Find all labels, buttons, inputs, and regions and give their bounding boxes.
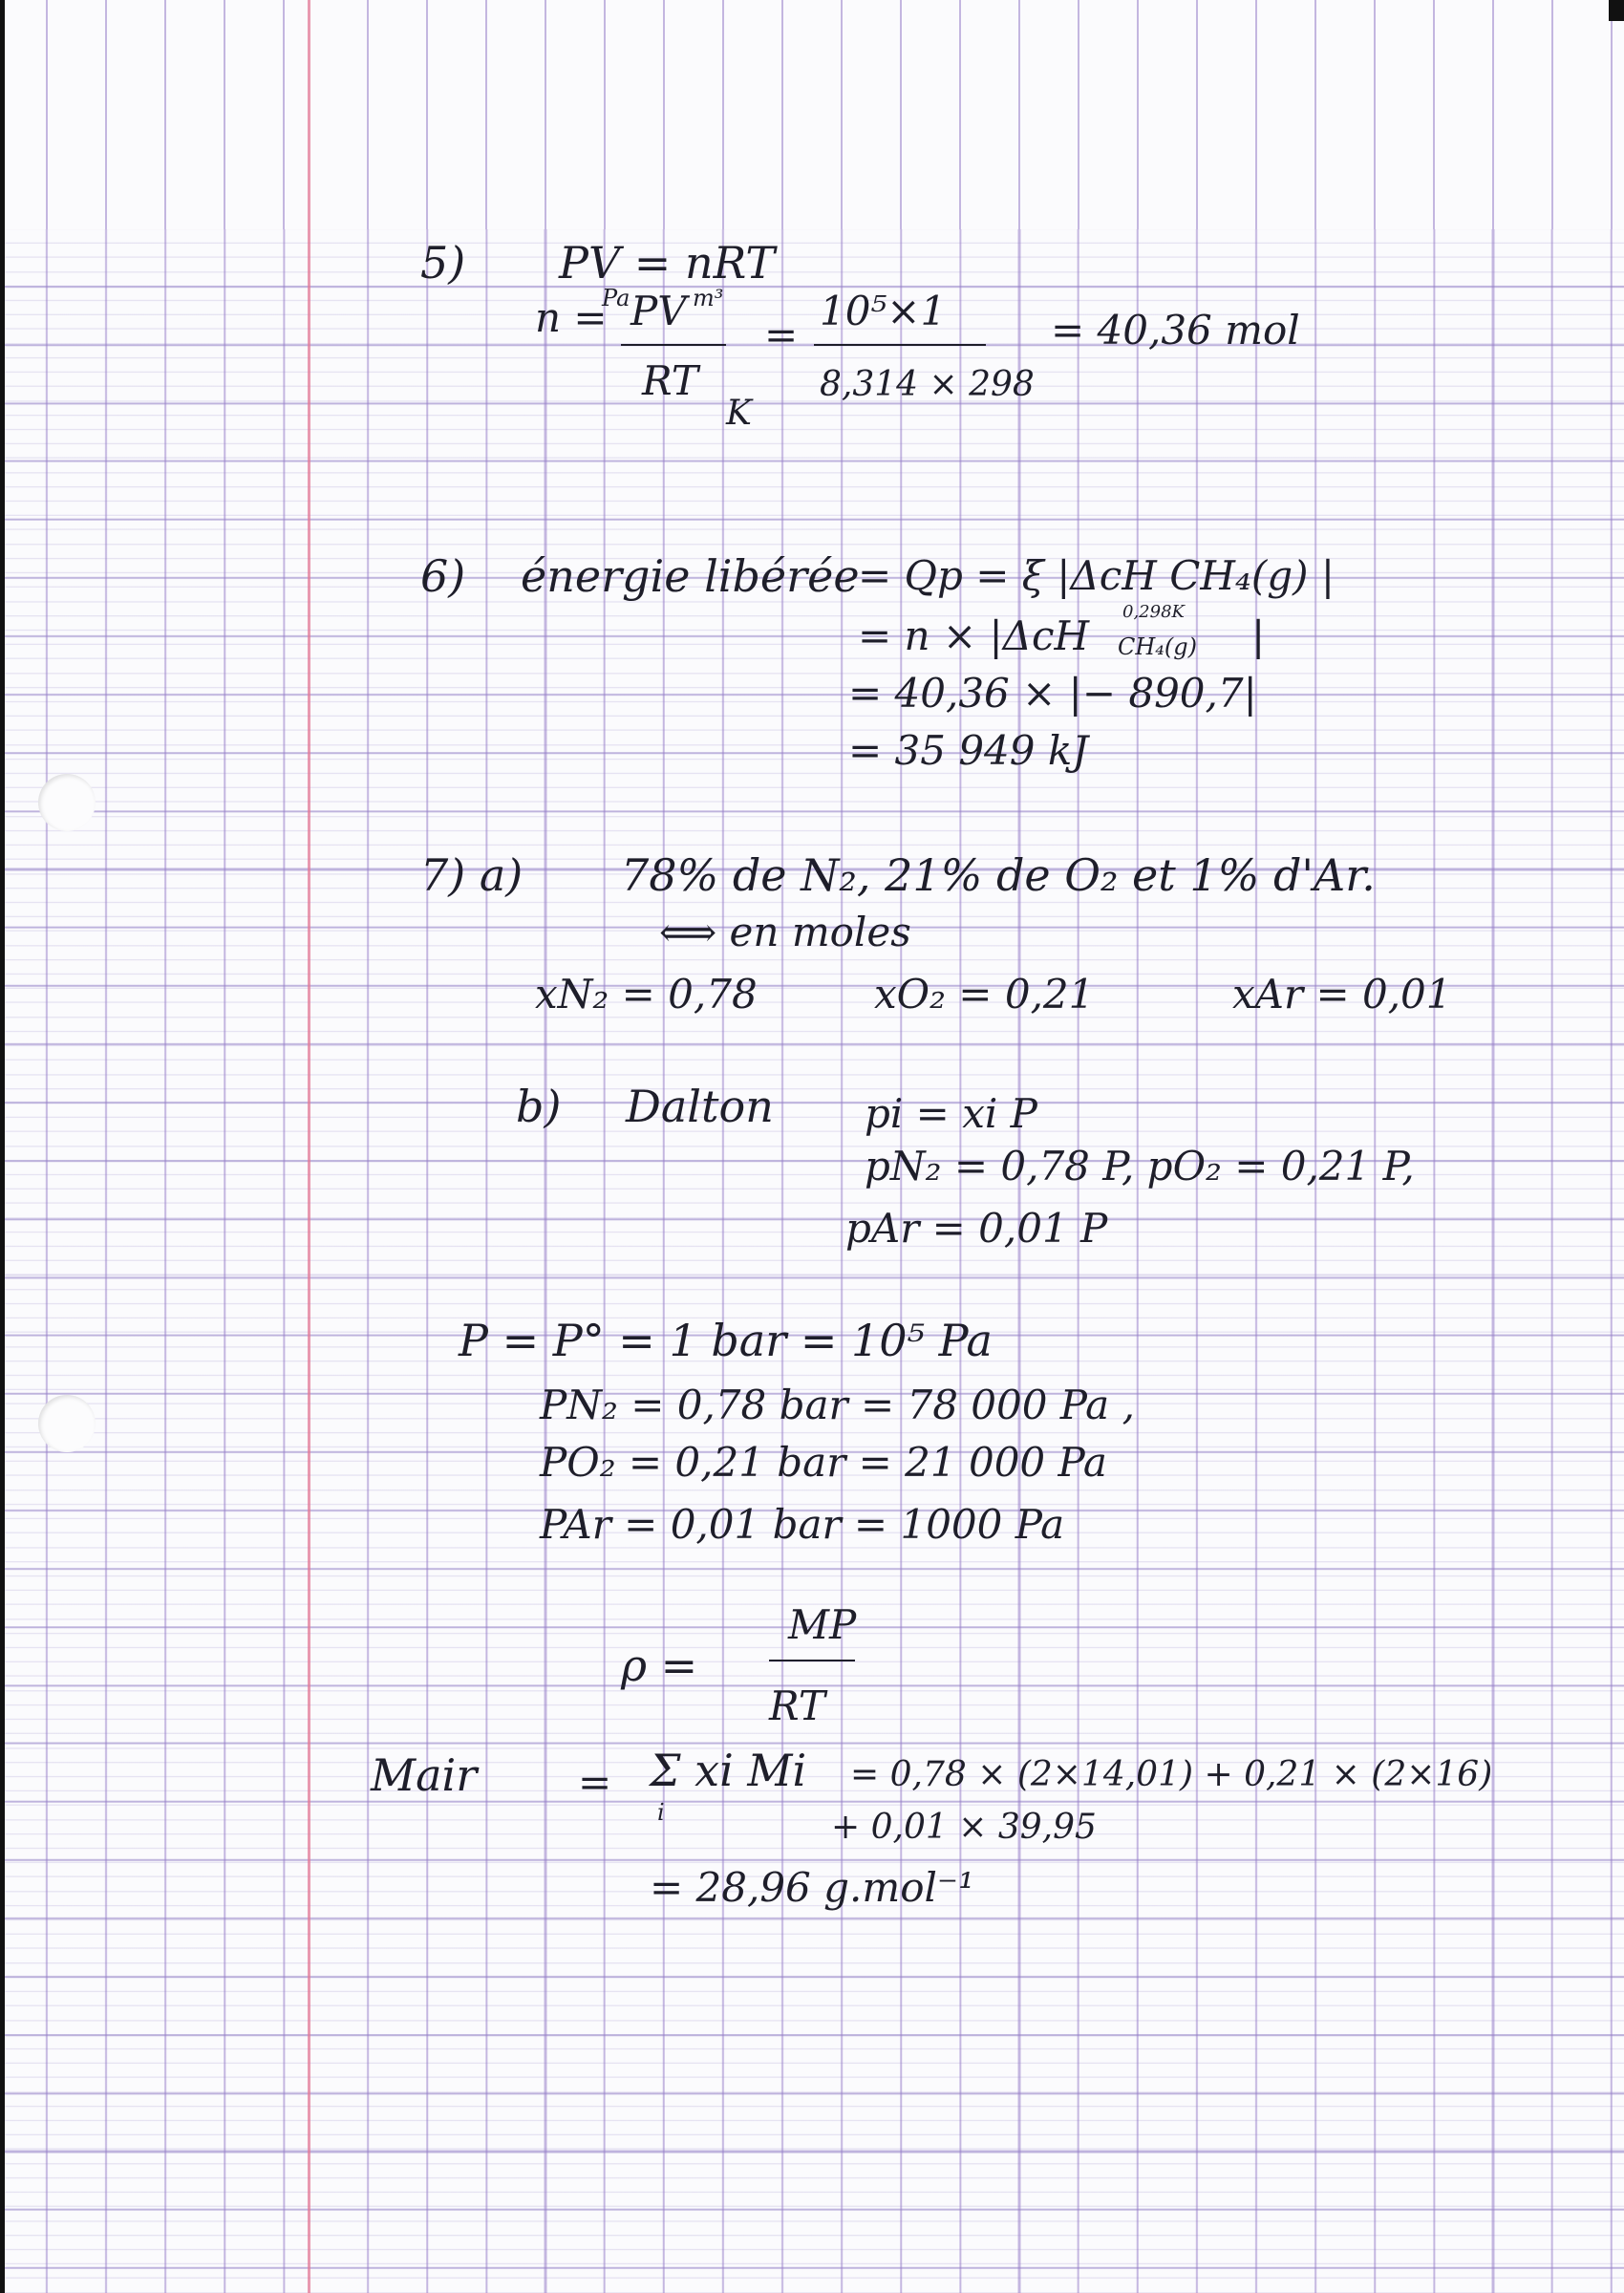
q5-equals: = <box>764 311 799 358</box>
q6-line4: = 35 949 kJ <box>848 727 1089 774</box>
q7a-label: 7) a) <box>420 849 524 901</box>
q5-denominator: RT <box>642 357 698 404</box>
pressure-pn2: PN₂ = 0,78 bar = 78 000 Pa , <box>540 1382 1135 1428</box>
density-numerator: MP <box>788 1601 857 1648</box>
q6-line2-main: = n × |ΔcH <box>858 612 1090 659</box>
punch-hole-top <box>38 774 96 831</box>
molar-mass-label: Mair <box>371 1749 478 1801</box>
pressure-par: PAr = 0,01 bar = 1000 Pa <box>540 1501 1065 1548</box>
q5-k-unit: K <box>726 394 752 433</box>
pressure-p-line: P = P° = 1 bar = 10⁵ Pa <box>459 1315 993 1366</box>
q6-label: énergie libérée <box>521 550 860 602</box>
q7a-x-ar: xAr = 0,01 <box>1232 971 1452 1018</box>
q5-m3-unit: m³ <box>693 285 724 311</box>
paper-header-grid <box>0 0 1624 229</box>
q6-line3: = 40,36 × |− 890,7| <box>848 670 1257 717</box>
q7b-pn2-po2: pN₂ = 0,78 P, pO₂ = 0,21 P, <box>865 1143 1415 1189</box>
density-fraction-bar <box>769 1660 855 1661</box>
q6-number: 6) <box>420 550 466 602</box>
q6-line1: = Qp = ξ |ΔcH CH₄(g) | <box>858 552 1335 599</box>
pressure-po2: PO₂ = 0,21 bar = 21 000 Pa <box>540 1439 1107 1486</box>
molar-mass-sum-index: i <box>657 1799 665 1826</box>
q6-line2-sup: 0,298K <box>1122 602 1185 622</box>
q5-pa-unit: Pa <box>602 285 630 311</box>
margin-line <box>308 0 310 2293</box>
scan-edge <box>0 0 5 2293</box>
q5-numerator: PV <box>630 288 687 334</box>
density-lhs: ρ = <box>621 1639 698 1691</box>
q5-value-fraction-bar <box>814 344 986 346</box>
q7b-pi: pi = xi P <box>865 1090 1037 1137</box>
q6-line2-sub: CH₄(g) <box>1118 633 1198 660</box>
q5-n-label: n = <box>535 294 608 341</box>
molar-mass-equals: = <box>578 1759 612 1806</box>
molar-mass-sum: Σ xi Mi <box>650 1745 807 1796</box>
q5-result: = 40,36 mol <box>1051 307 1300 354</box>
q5-num-value: 10⁵×1 <box>820 288 947 334</box>
q7b-label: b) <box>516 1081 562 1132</box>
q5-den-value: 8,314 × 298 <box>820 365 1035 404</box>
q7a-x-o2: xO₂ = 0,21 <box>874 971 1095 1018</box>
q5-equation: PV = nRT <box>559 237 776 289</box>
molar-mass-line2: + 0,01 × 39,95 <box>831 1808 1097 1847</box>
q7a-text: 78% de N₂, 21% de O₂ et 1% d'Ar. <box>621 849 1376 901</box>
q5-number: 5) <box>420 237 466 289</box>
q6-line2-end: | <box>1251 612 1266 659</box>
molar-mass-line3: = 28,96 g.mol⁻¹ <box>650 1864 974 1911</box>
punch-hole-bottom <box>38 1395 96 1452</box>
molar-mass-line1: = 0,78 × (2×14,01) + 0,21 × (2×16) <box>850 1755 1493 1794</box>
scan-corner-mark <box>1609 0 1624 21</box>
q7a-equivalence: ⟺ en moles <box>659 909 911 955</box>
q5-fraction-bar <box>621 344 726 346</box>
q7b-law: Dalton <box>626 1081 774 1132</box>
q7a-x-n2: xN₂ = 0,78 <box>535 971 758 1018</box>
density-denominator: RT <box>769 1682 825 1729</box>
q7b-par: pAr = 0,01 P <box>845 1205 1108 1252</box>
